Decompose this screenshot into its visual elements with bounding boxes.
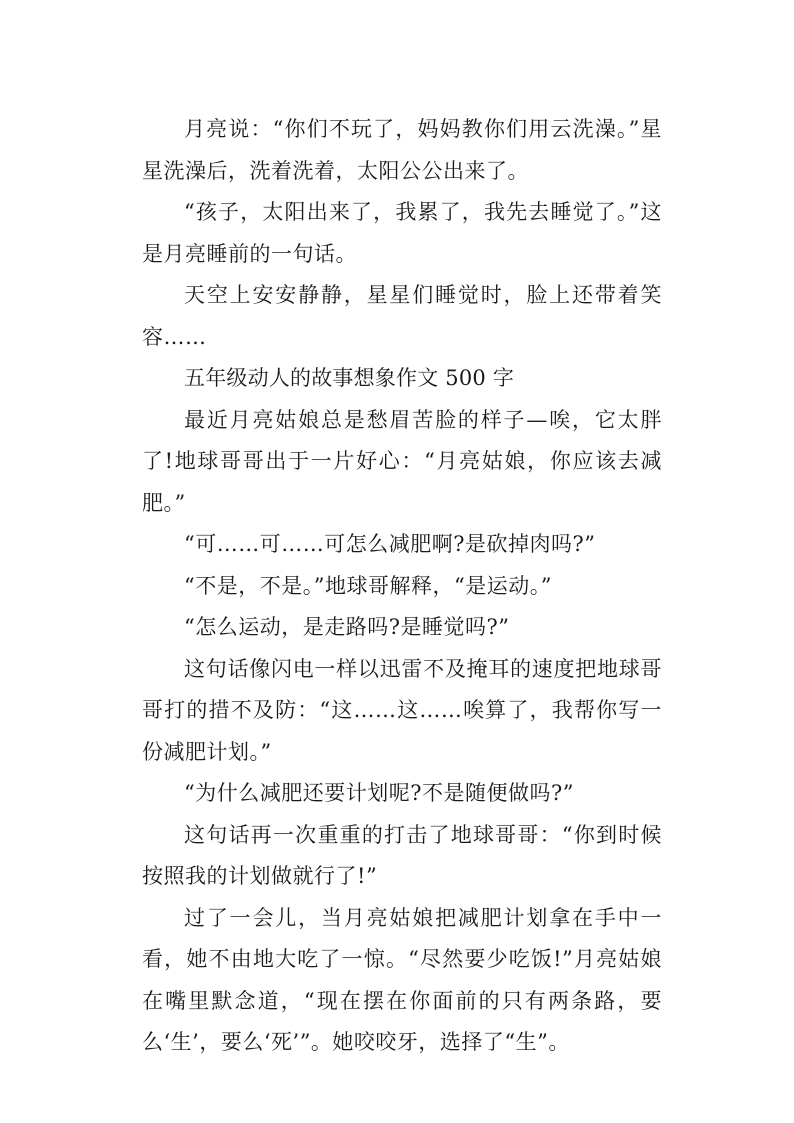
paragraph-moon-bath: 月亮说：“你们不玩了，妈妈教你们用云洗澡。”星星洗澡后，洗着洗着，太阳公公出来了。 [142, 117, 662, 183]
essay-title: 五年级动人的故事想象作文 500 字 [184, 366, 515, 390]
paragraph-lightning: 这句话像闪电一样以迅雷不及掩耳的速度把地球哥哥打的措不及防：“这……这……唉算了，我帮你写一份减肥计划。” [142, 656, 662, 764]
paragraph-moon-fat: 最近月亮姑娘总是愁眉苦脸的样子—唉，它太胖了!地球哥哥出于一片好心：“月亮姑娘，你应该去减肥。” [142, 407, 662, 515]
paragraph-question-cut: “可……可……可怎么减肥啊?是砍掉肉吗?” [184, 532, 596, 556]
article-body [142, 109, 662, 1064]
paragraph-quiet-sky: 天空上安安静静，星星们睡觉时，脸上还带着笑容…… [142, 283, 662, 349]
paragraph-question-plan: “为什么减肥还要计划呢?不是随便做吗?” [184, 781, 574, 805]
paragraph-moon-sleep: “孩子，太阳出来了，我累了，我先去睡觉了。”这是月亮睡前的一句话。 [142, 200, 662, 266]
paragraph-answer-exercise: “不是，不是。”地球哥解释，“是运动。” [184, 573, 552, 598]
paragraph-choice: 过了一会儿，当月亮姑娘把减肥计划拿在手中一看，她不由地大吃了一惊。“尽然要少吃饭!”月亮姑娘在嘴里默念道，“现在摆在你面前的只有两条路，要么‘生’，要么‘死’”。她咬咬牙，选择了“生”。 [142, 905, 662, 1054]
paragraph-follow-plan: 这句话再一次重重的打击了地球哥哥：“你到时候按照我的计划做就行了!” [142, 822, 662, 888]
paragraph-question-exercise: “怎么运动，是走路吗?是睡觉吗?” [184, 615, 510, 639]
